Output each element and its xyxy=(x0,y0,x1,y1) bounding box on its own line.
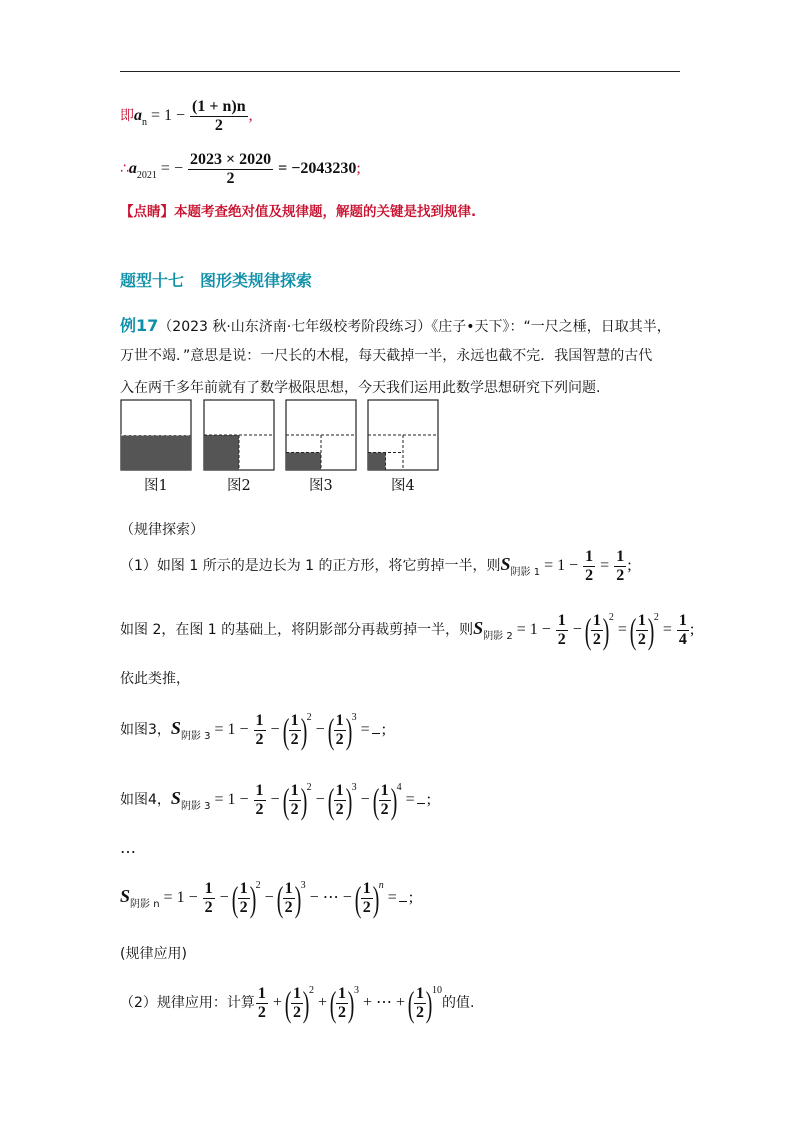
denominator: 2 xyxy=(255,801,264,818)
exponent: 3 xyxy=(353,985,359,997)
example-line-1 xyxy=(120,313,671,336)
numerator: 1 xyxy=(380,782,389,799)
numerator: 1 xyxy=(616,548,625,565)
denominator: 2 xyxy=(380,801,389,818)
figure-label-1: 图1 xyxy=(144,478,168,494)
var-S: S xyxy=(170,718,181,739)
exponent: n xyxy=(378,880,384,892)
example-line-3: 入在两千多年前就有了数学极限思想，今天我们运用此数学思想研究下列问题. xyxy=(120,380,601,396)
num-one: 1 xyxy=(529,621,538,639)
q5-text: （2）规律应用：计算 xyxy=(120,995,255,1012)
denominator: 2 xyxy=(255,731,264,748)
header-rule xyxy=(120,71,680,72)
figure-3 xyxy=(286,400,356,470)
exponent: 3 xyxy=(351,712,357,724)
numerator: 1 xyxy=(290,782,299,799)
num-one: 1 xyxy=(176,889,185,907)
num-one: 1 xyxy=(557,557,566,575)
shade-1 xyxy=(121,435,191,470)
figure-label-2: 图2 xyxy=(227,478,251,494)
example-label: 例17 xyxy=(120,316,159,335)
part2-heading: (规律应用) xyxy=(120,946,187,962)
fraction-half xyxy=(556,612,568,649)
fraction-half xyxy=(203,880,215,917)
sub-shade: 阴影 3 xyxy=(180,731,211,743)
infer-text: 依此类推， xyxy=(120,671,190,687)
exponent: 2 xyxy=(608,612,614,624)
denominator: 2 xyxy=(335,731,344,748)
fraction-half xyxy=(289,712,301,749)
q1-text: （1）如图 1 所示的是边长为 1 的正方形，将它剪掉一半，则 xyxy=(120,558,501,575)
numerator: 1 xyxy=(592,612,601,629)
denominator: 2 xyxy=(284,899,293,916)
exponent: 3 xyxy=(351,782,357,794)
ellipsis-line: … xyxy=(120,838,136,857)
denominator: 2 xyxy=(335,801,344,818)
denominator: 2 xyxy=(616,567,625,584)
section-title: 题型十七 图形类规律探索 xyxy=(120,271,313,290)
q5-end: 的值. xyxy=(442,995,475,1012)
shade-2 xyxy=(204,435,239,470)
fraction-half xyxy=(254,712,266,749)
denominator: 2 xyxy=(292,1004,301,1021)
exponent: 2 xyxy=(306,782,312,794)
exponent: 3 xyxy=(300,880,306,892)
fraction-half xyxy=(291,985,303,1022)
sub-shade: 阴影 1 xyxy=(510,567,541,579)
numerator: 1 xyxy=(678,612,687,629)
denominator: 2 xyxy=(204,899,213,916)
numerator: 1 xyxy=(416,985,425,1002)
question-4: 如图4，$S_{阴影 3} = 1$ − $\frac{1}{2}$ − ( $\frac{1}{2}$ )$^2$ − ( $\frac{1}{2}$ )$^3$ − ( $\frac{1}{2}$ )$^4$ = ; xyxy=(120,780,432,821)
denominator: 2 xyxy=(290,801,299,818)
numerator: 1 xyxy=(557,612,566,629)
num-one: 1 xyxy=(227,791,236,809)
var-a: a xyxy=(128,160,137,178)
numerator: 1 xyxy=(637,612,646,629)
numerator: 1 xyxy=(255,712,264,729)
figure-squares xyxy=(120,399,450,477)
denominator: 2 xyxy=(637,631,646,648)
numerator: 1 xyxy=(257,985,266,1002)
formula-eq: = 1 − xyxy=(151,107,186,125)
sub-n: n xyxy=(142,117,147,129)
formula-an xyxy=(120,98,253,135)
numerator: 1 xyxy=(292,985,301,1002)
fraction-half xyxy=(583,548,595,585)
exponent: 2 xyxy=(306,712,312,724)
ellipsis: ⋯ xyxy=(322,889,339,907)
figure-label-3: 图3 xyxy=(309,478,333,494)
question-n: $S_{阴影 n} = 1$ − $\frac{1}{2}$ − ( $\frac{1}{2}$ )$^2$ − ( $\frac{1}{2}$ )$^3$ − ⋯ − ( $\frac{1}{2}$ )$^n$ = ; xyxy=(120,878,414,919)
shade-4 xyxy=(368,453,386,471)
exponent: 4 xyxy=(396,782,402,794)
question-3: 如图3，$S_{阴影 3} = 1$ − $\frac{1}{2}$ − ( $\frac{1}{2}$ )$^2$ − ( $\frac{1}{2}$ )$^3$ = ; xyxy=(120,710,387,751)
comment-text: 【点睛】本题考查绝对值及规律题，解题的关键是找到规律. xyxy=(120,204,477,220)
exponent: 10 xyxy=(432,985,443,997)
fraction-half xyxy=(334,712,346,749)
question-2: 如图 2，在图 1 的基础上，将阴影部分再裁剪掉一半，则$S_{阴影 2} = 1$ − $\frac{1}{2}$ − ( $\frac{1}{2}$ )$^2$ = ( $\frac{1}{2}$ )$^2$ = $\frac{1}{4}$ ; xyxy=(120,610,695,651)
var-S: S xyxy=(170,788,181,809)
var-a: a xyxy=(134,107,142,125)
sub-shade: 阴影 n xyxy=(130,899,160,911)
denominator: 2 xyxy=(557,631,566,648)
numerator: (1 + n)n xyxy=(192,98,246,115)
var-S: S xyxy=(120,886,131,907)
sub-shade: 阴影 3 xyxy=(180,801,211,813)
fraction xyxy=(188,151,273,188)
formula-eq: = − xyxy=(160,160,183,178)
figure-2 xyxy=(204,400,274,470)
fraction-half xyxy=(254,782,266,819)
numerator: 1 xyxy=(335,782,344,799)
answer-blank[interactable] xyxy=(372,733,380,734)
denominator: 2 xyxy=(214,117,223,134)
numerator: 1 xyxy=(284,880,293,897)
fraction-half xyxy=(361,880,373,917)
fraction-half xyxy=(238,880,250,917)
formula-prefix: ∴ xyxy=(120,161,129,178)
numerator: 1 xyxy=(255,782,264,799)
part1-heading: （规律探索） xyxy=(120,522,204,538)
denominator: 2 xyxy=(257,1004,266,1021)
fraction-half xyxy=(614,548,626,585)
denominator: 2 xyxy=(416,1004,425,1021)
sub-2021: 2021 xyxy=(136,170,157,182)
numerator: 1 xyxy=(204,880,213,897)
formula-end: ; xyxy=(356,160,361,178)
fraction-half xyxy=(636,612,648,649)
figure-label-4: 图4 xyxy=(391,478,415,494)
fraction-half xyxy=(379,782,391,819)
formula-prefix: 即 xyxy=(120,108,134,125)
example-line-2: 万世不竭．”意思是说：一尺长的木棍，每天截掉一半，永远也截不完．我国智慧的古代 xyxy=(120,348,653,364)
numerator: 2023 × 2020 xyxy=(189,151,272,168)
ellipsis: ⋯ xyxy=(376,994,393,1012)
denominator: 2 xyxy=(226,170,235,187)
numerator: 1 xyxy=(239,880,248,897)
figures xyxy=(120,399,450,499)
formula-end: , xyxy=(248,107,253,125)
denominator: 2 xyxy=(592,631,601,648)
fraction-half xyxy=(334,782,346,819)
question-1: （1）如图 1 所示的是边长为 1 的正方形，将它剪掉一半，则$S_{阴影 1} = 1$ − $\frac{1}{2}$ = $\frac{1}{2}$ ; xyxy=(120,548,632,584)
fraction-half xyxy=(256,985,268,1022)
fraction xyxy=(190,98,248,135)
fraction-quarter xyxy=(677,612,689,649)
fraction-half xyxy=(414,985,426,1022)
shade-3 xyxy=(286,453,321,471)
denominator: 2 xyxy=(290,731,299,748)
q3-text: 如图3， xyxy=(120,722,171,739)
exponent: 2 xyxy=(308,985,314,997)
q2-text: 如图 2，在图 1 的基础上，将阴影部分再裁剪掉一半，则 xyxy=(120,622,474,639)
var-S: S xyxy=(473,618,484,639)
denominator: 2 xyxy=(337,1004,346,1021)
figure-1 xyxy=(121,400,191,470)
var-S: S xyxy=(500,554,511,575)
question-5: （2）规律应用：计算 $\frac{1}{2}$ + ( $\frac{1}{2}$ )$^2$ + ( $\frac{1}{2}$ )$^3$ + ⋯ + ( $\frac{1}{2}$ )$^{10}$的值. xyxy=(120,983,475,1024)
numerator: 1 xyxy=(290,712,299,729)
fraction-half xyxy=(336,985,348,1022)
exponent: 2 xyxy=(653,612,659,624)
answer-blank[interactable] xyxy=(399,901,407,902)
numerator: 1 xyxy=(335,712,344,729)
fraction-half xyxy=(283,880,295,917)
answer-blank[interactable] xyxy=(417,803,425,804)
fraction-half xyxy=(591,612,603,649)
numerator: 1 xyxy=(585,548,594,565)
exponent: 2 xyxy=(255,880,261,892)
fraction-half xyxy=(289,782,301,819)
denominator: 2 xyxy=(239,899,248,916)
denominator: 4 xyxy=(678,631,687,648)
figure-4 xyxy=(368,400,438,470)
numerator: 1 xyxy=(337,985,346,1002)
sub-shade: 阴影 2 xyxy=(483,631,513,643)
denominator: 2 xyxy=(585,567,594,584)
formula-a2021 xyxy=(120,151,361,188)
denominator: 2 xyxy=(362,899,371,916)
formula-result: = −2043230 xyxy=(278,160,357,178)
numerator: 1 xyxy=(362,880,371,897)
q4-text: 如图4， xyxy=(120,792,171,809)
example-text-1: （2023 秋·山东济南·七年级校考阶段练习）《庄子•天下》：“一尺之棰，日取其半， xyxy=(158,319,671,335)
num-one: 1 xyxy=(227,721,236,739)
